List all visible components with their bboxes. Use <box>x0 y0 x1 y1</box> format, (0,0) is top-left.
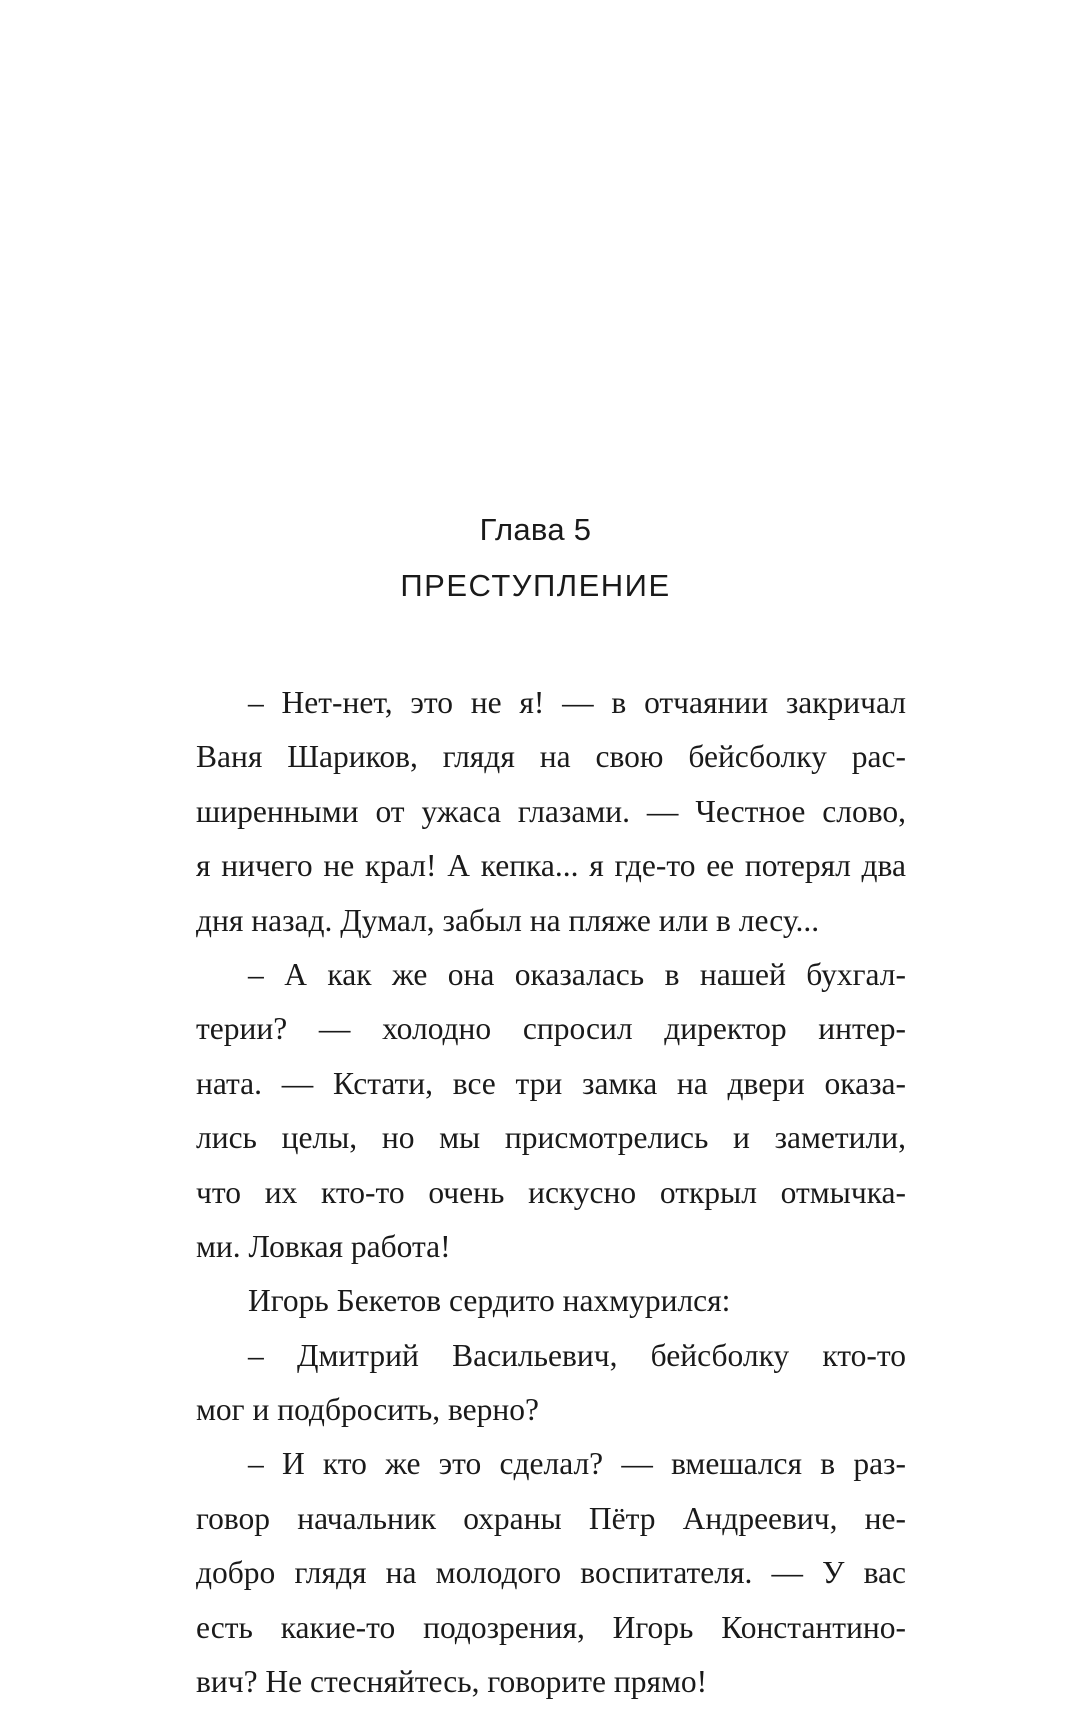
text-line: дня назад. Думал, забыл на пляже или в лесу... <box>196 902 820 938</box>
text-line: Ваня Шариков, глядя на свою бейсболку рас- <box>196 739 906 775</box>
text-line: Игорь Бекетов сердито нахмурился: <box>248 1283 731 1319</box>
text-line: добро глядя на молодого воспитателя. — У вас <box>196 1555 906 1591</box>
text-line: я ничего не крал! А кепка... я где-то ее потерял два <box>196 848 906 884</box>
text-line: вич? Не стесняйтесь, говорите прямо! <box>196 1664 708 1700</box>
text-line: что их кто-то очень искусно открыл отмычка- <box>196 1174 906 1210</box>
text-line: мог и подбросить, верно? <box>196 1392 539 1428</box>
text-line: – Нет-нет, это не я! — в отчаянии закричал <box>248 685 906 720</box>
text-line: говор начальник охраны Пётр Андреевич, не- <box>196 1500 906 1536</box>
text-line: лись целы, но мы присмотрелись и заметили, <box>196 1120 906 1156</box>
text-line: – А как же она оказалась в нашей бухгал- <box>248 956 906 992</box>
text-line: ми. Ловкая работа! <box>196 1228 451 1264</box>
body-text <box>196 676 906 1709</box>
chapter-number: Глава 5 <box>479 512 592 547</box>
text-line: – И кто же это сделал? — вмешался в раз- <box>248 1446 906 1482</box>
text-line: ширенными от ужаса глазами. — Честное слово, <box>196 793 906 829</box>
text-line: терии? — холодно спросил директор интер- <box>196 1011 906 1047</box>
text-line: ната. — Кстати, все три замка на двери оказа- <box>196 1065 906 1101</box>
text-line: есть какие-то подозрения, Игорь Константино- <box>196 1609 906 1645</box>
text-line: – Дмитрий Васильевич, бейсболку кто-то <box>248 1337 906 1373</box>
chapter-title: ПРЕСТУПЛЕНИЕ <box>400 568 671 603</box>
